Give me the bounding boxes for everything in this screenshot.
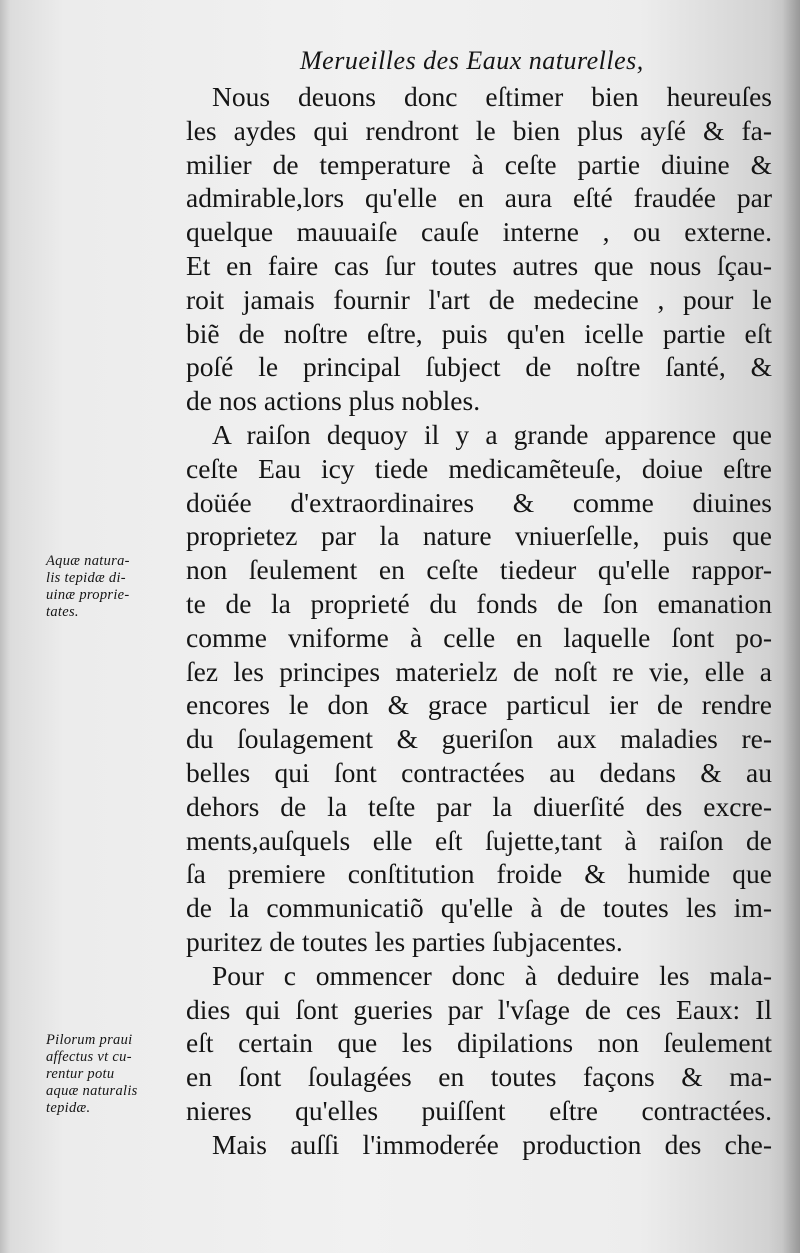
text-line: eſt certain que les dipilations non ſeulement bbox=[186, 1027, 772, 1059]
text-line: te de la proprieté du fonds de ſon emanation bbox=[186, 587, 772, 619]
text-line: de la communicatiõ qu'elle à de toutes les im- bbox=[186, 892, 772, 924]
margin-note-line: Pilorum praui bbox=[46, 1032, 133, 1048]
margin-note-line: Aquæ natura- bbox=[46, 553, 130, 569]
text-line: encores le don & grace particul ier de rendre bbox=[186, 689, 772, 721]
paragraph-last-line: de nos actions plus nobles. bbox=[186, 385, 481, 417]
margin-note-line: tepidæ. bbox=[46, 1100, 91, 1116]
text-line: biẽ de noſtre eſtre, puis qu'en icelle partie eſt bbox=[186, 317, 772, 349]
text-line: quelque mauuaiſe cauſe interne , ou externe. bbox=[186, 216, 772, 248]
text-line: belles qui ſont contractées au dedans & au bbox=[186, 756, 772, 788]
text-line: proprietez par la nature vniuerſelle, puis que bbox=[186, 520, 772, 552]
text-line: doüée d'extraordinaires & comme diuines bbox=[186, 486, 772, 518]
text-line: ceſte Eau icy tiede medicamẽteuſe, doiue eſtre bbox=[186, 452, 772, 484]
text-line: dehors de la teſte par la diuerſité des excre- bbox=[186, 790, 772, 822]
paragraph-last-line: puritez de toutes les parties ſubjacentes. bbox=[186, 925, 623, 957]
margin-note-line: lis tepidæ di- bbox=[46, 570, 126, 586]
margin-note-line: tates. bbox=[46, 604, 79, 620]
text-line: nieres qu'elles puiſſent eſtre contractées. bbox=[186, 1094, 772, 1126]
margin-note-line: rentur potu bbox=[46, 1066, 115, 1082]
spine-shadow bbox=[782, 0, 800, 1253]
text-line: milier de temperature à ceſte partie diuine & bbox=[186, 148, 772, 180]
text-line: poſé le principal ſubject de noſtre ſanté, & bbox=[186, 351, 772, 383]
text-line: Nous deuons donc eſtimer bien heureuſes bbox=[212, 81, 772, 112]
margin-note-pilorum bbox=[46, 1032, 184, 1117]
text-line: ſa premiere conſtitution froide & humide que bbox=[186, 858, 772, 890]
text-line: les aydes qui rendront le bien plus ayſé & fa- bbox=[186, 114, 772, 146]
margin-note-line: uinæ proprie- bbox=[46, 587, 130, 603]
text-line: non ſeulement en ceſte tiedeur qu'elle rappor- bbox=[186, 554, 772, 586]
main-text-block bbox=[186, 80, 772, 1162]
margin-note-line: aquæ naturalis bbox=[46, 1083, 138, 1099]
margin-note-line: affectus vt cu- bbox=[46, 1049, 132, 1065]
text-line: Et en faire cas ſur toutes autres que nous ſçau- bbox=[186, 249, 772, 281]
text-line: ments,auſquels elle eſt ſujette,tant à raiſon de bbox=[186, 824, 772, 856]
text-line: du ſoulagement & gueriſon aux maladies re- bbox=[186, 723, 772, 755]
text-line: A raiſon dequoy il y a grande apparence que bbox=[212, 418, 772, 450]
text-line: Pour c ommencer donc à deduire les mala- bbox=[212, 959, 772, 991]
text-line: en ſont ſoulagées en toutes façons & ma- bbox=[186, 1061, 772, 1093]
text-line: roit jamais fournir l'art de medecine , pour le bbox=[186, 283, 772, 315]
text-line: Mais auſſi l'immoderée production des che- bbox=[212, 1128, 772, 1160]
running-head: Merueilles des Eaux naturelles, bbox=[300, 46, 644, 75]
page-edge-shadow bbox=[0, 0, 10, 1253]
text-line: comme vniforme à celle en laquelle ſont po- bbox=[186, 621, 772, 653]
margin-note-aquae-tepidae bbox=[46, 553, 184, 621]
text-line: ſez les principes materielz de noſt re vie, elle a bbox=[186, 655, 772, 687]
text-line: dies qui ſont gueries par l'vſage de ces Eaux: Il bbox=[186, 993, 772, 1025]
text-line: admirable,lors qu'elle en aura eſté fraudée par bbox=[186, 182, 772, 214]
